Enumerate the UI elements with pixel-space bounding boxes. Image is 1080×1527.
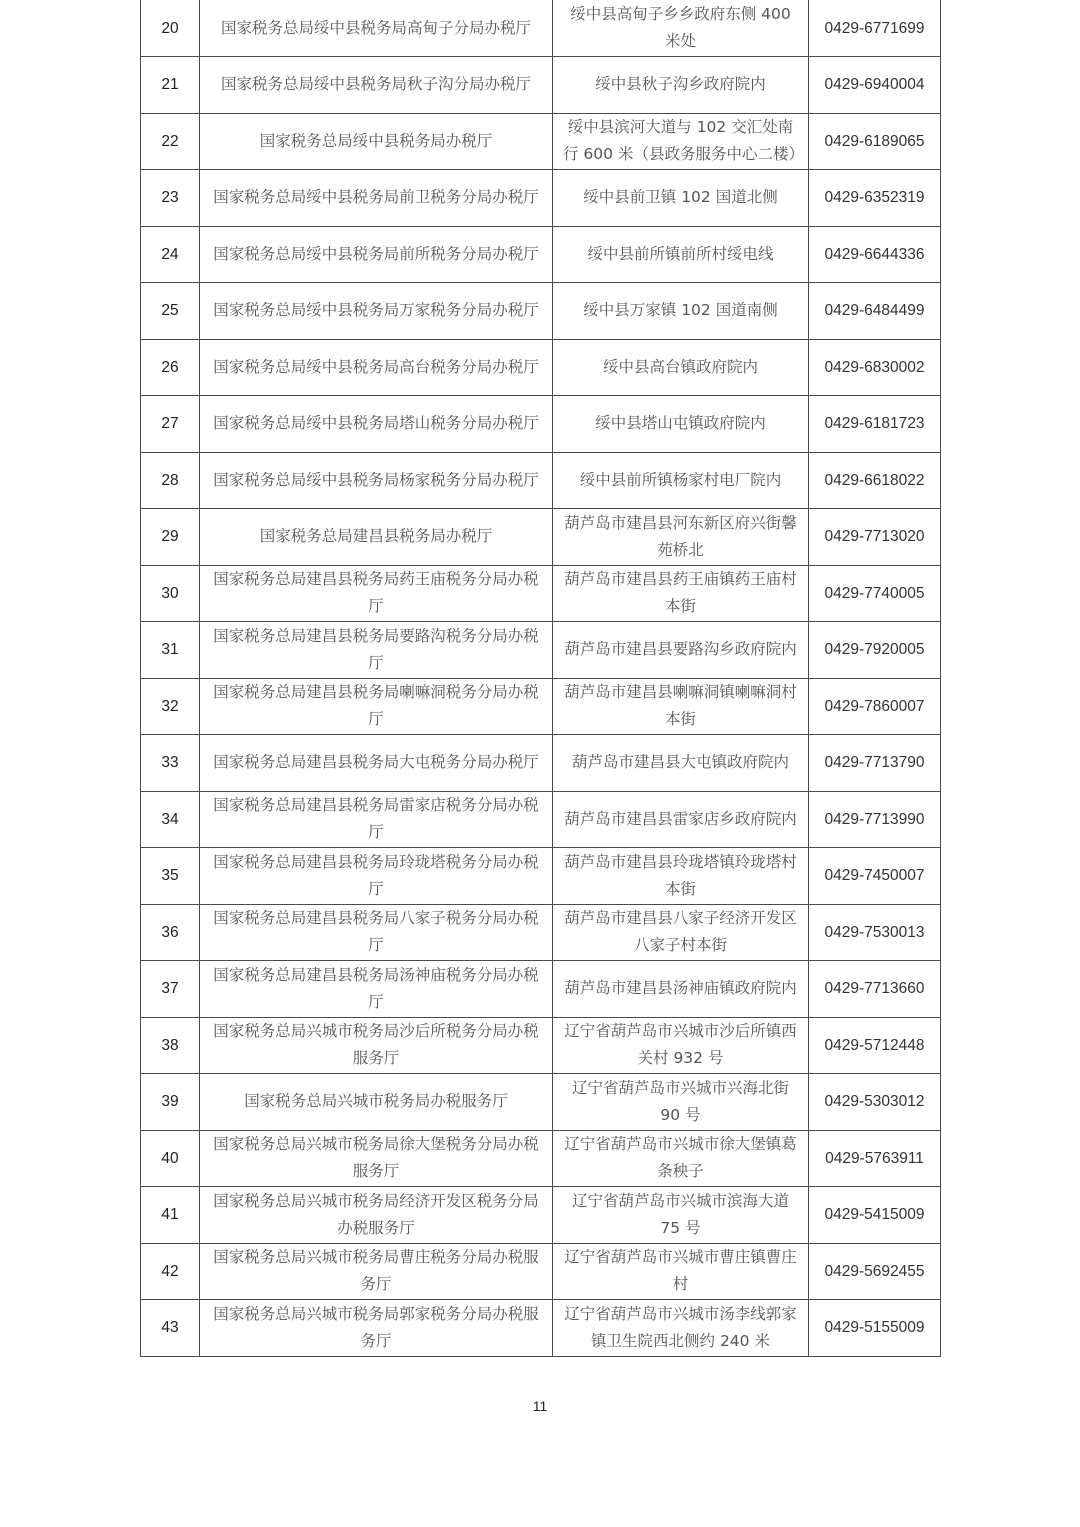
- office-name-cell: 国家税务总局建昌县税务局八家子税务分局办税厅: [200, 904, 553, 961]
- address-cell: 葫芦岛市建昌县雷家店乡政府院内: [553, 791, 809, 848]
- office-name-cell: 国家税务总局绥中县税务局秋子沟分局办税厅: [200, 57, 553, 114]
- address-cell: 绥中县万家镇 102 国道南侧: [553, 283, 809, 340]
- office-name-cell: 国家税务总局绥中县税务局塔山税务分局办税厅: [200, 396, 553, 453]
- office-name-cell: 国家税务总局绥中县税务局高台税务分局办税厅: [200, 339, 553, 396]
- page-number: 11: [532, 1398, 548, 1414]
- office-name-cell: 国家税务总局绥中县税务局万家税务分局办税厅: [200, 283, 553, 340]
- table-row: [141, 735, 941, 792]
- office-name-cell: 国家税务总局建昌县税务局药王庙税务分局办税厅: [200, 565, 553, 622]
- address-cell: 辽宁省葫芦岛市兴城市徐大堡镇葛条秧子: [553, 1130, 809, 1187]
- office-name-cell: 国家税务总局绥中县税务局高甸子分局办税厅: [200, 0, 553, 57]
- table-row: [141, 848, 941, 905]
- table-row: [141, 565, 941, 622]
- phone-cell: 0429-6830002: [809, 339, 941, 396]
- table-row: [141, 113, 941, 170]
- office-name-cell: 国家税务总局兴城市税务局经济开发区税务分局办税服务厅: [200, 1187, 553, 1244]
- table-row: [141, 791, 941, 848]
- table-row: [141, 678, 941, 735]
- phone-cell: 0429-7713990: [809, 791, 941, 848]
- row-number-cell: 27: [141, 396, 200, 453]
- row-number-cell: 23: [141, 170, 200, 227]
- row-number-cell: 39: [141, 1074, 200, 1131]
- office-name-cell: 国家税务总局建昌县税务局大屯税务分局办税厅: [200, 735, 553, 792]
- table-row: [141, 0, 941, 57]
- address-cell: 绥中县滨河大道与 102 交汇处南行 600 米（县政务服务中心二楼）: [553, 113, 809, 170]
- row-number-cell: 40: [141, 1130, 200, 1187]
- table-row: [141, 170, 941, 227]
- address-cell: 辽宁省葫芦岛市兴城市滨海大道 75 号: [553, 1187, 809, 1244]
- row-number-cell: 29: [141, 509, 200, 566]
- address-cell: 葫芦岛市建昌县大屯镇政府院内: [553, 735, 809, 792]
- phone-cell: 0429-6484499: [809, 283, 941, 340]
- address-cell: 绥中县高甸子乡乡政府东侧 400 米处: [553, 0, 809, 57]
- address-cell: 辽宁省葫芦岛市兴城市汤李线郭家镇卫生院西北侧约 240 米: [553, 1300, 809, 1357]
- table-row: [141, 904, 941, 961]
- phone-cell: 0429-7860007: [809, 678, 941, 735]
- address-cell: 绥中县高台镇政府院内: [553, 339, 809, 396]
- address-cell: 辽宁省葫芦岛市兴城市曹庄镇曹庄村: [553, 1243, 809, 1300]
- address-cell: 葫芦岛市建昌县汤神庙镇政府院内: [553, 961, 809, 1018]
- address-cell: 绥中县秋子沟乡政府院内: [553, 57, 809, 114]
- table-row: [141, 961, 941, 1018]
- address-cell: 葫芦岛市建昌县要路沟乡政府院内: [553, 622, 809, 679]
- phone-cell: 0429-7713660: [809, 961, 941, 1018]
- table-row: [141, 1187, 941, 1244]
- office-name-cell: 国家税务总局兴城市税务局办税服务厅: [200, 1074, 553, 1131]
- table-row: [141, 226, 941, 283]
- row-number-cell: 43: [141, 1300, 200, 1357]
- table-row: [141, 622, 941, 679]
- table-row: [141, 57, 941, 114]
- row-number-cell: 25: [141, 283, 200, 340]
- office-name-cell: 国家税务总局建昌县税务局办税厅: [200, 509, 553, 566]
- office-name-cell: 国家税务总局绥中县税务局前所税务分局办税厅: [200, 226, 553, 283]
- phone-cell: 0429-7530013: [809, 904, 941, 961]
- row-number-cell: 24: [141, 226, 200, 283]
- office-name-cell: 国家税务总局兴城市税务局郭家税务分局办税服务厅: [200, 1300, 553, 1357]
- office-name-cell: 国家税务总局绥中县税务局杨家税务分局办税厅: [200, 452, 553, 509]
- row-number-cell: 33: [141, 735, 200, 792]
- address-cell: 辽宁省葫芦岛市兴城市兴海北街 90 号: [553, 1074, 809, 1131]
- table-row: [141, 1130, 941, 1187]
- address-cell: 葫芦岛市建昌县河东新区府兴街馨苑桥北: [553, 509, 809, 566]
- row-number-cell: 31: [141, 622, 200, 679]
- tax-office-table: [140, 0, 941, 1357]
- table-body: [141, 0, 941, 1356]
- office-name-cell: 国家税务总局建昌县税务局雷家店税务分局办税厅: [200, 791, 553, 848]
- row-number-cell: 20: [141, 0, 200, 57]
- office-name-cell: 国家税务总局建昌县税务局玲珑塔税务分局办税厅: [200, 848, 553, 905]
- row-number-cell: 38: [141, 1017, 200, 1074]
- table-row: [141, 396, 941, 453]
- office-name-cell: 国家税务总局兴城市税务局沙后所税务分局办税服务厅: [200, 1017, 553, 1074]
- address-cell: 绥中县前卫镇 102 国道北侧: [553, 170, 809, 227]
- phone-cell: 0429-6189065: [809, 113, 941, 170]
- phone-cell: 0429-5303012: [809, 1074, 941, 1131]
- phone-cell: 0429-6352319: [809, 170, 941, 227]
- address-cell: 辽宁省葫芦岛市兴城市沙后所镇西关村 932 号: [553, 1017, 809, 1074]
- office-name-cell: 国家税务总局建昌县税务局喇嘛洞税务分局办税厅: [200, 678, 553, 735]
- row-number-cell: 26: [141, 339, 200, 396]
- phone-cell: 0429-6181723: [809, 396, 941, 453]
- table-row: [141, 339, 941, 396]
- row-number-cell: 37: [141, 961, 200, 1018]
- office-name-cell: 国家税务总局建昌县税务局要路沟税务分局办税厅: [200, 622, 553, 679]
- row-number-cell: 36: [141, 904, 200, 961]
- phone-cell: 0429-5763911: [809, 1130, 941, 1187]
- table-row: [141, 1017, 941, 1074]
- address-cell: 葫芦岛市建昌县药王庙镇药王庙村本街: [553, 565, 809, 622]
- phone-cell: 0429-7920005: [809, 622, 941, 679]
- office-name-cell: 国家税务总局绥中县税务局前卫税务分局办税厅: [200, 170, 553, 227]
- row-number-cell: 28: [141, 452, 200, 509]
- phone-cell: 0429-6771699: [809, 0, 941, 57]
- office-name-cell: 国家税务总局绥中县税务局办税厅: [200, 113, 553, 170]
- phone-cell: 0429-5692455: [809, 1243, 941, 1300]
- row-number-cell: 22: [141, 113, 200, 170]
- phone-cell: 0429-6940004: [809, 57, 941, 114]
- row-number-cell: 30: [141, 565, 200, 622]
- phone-cell: 0429-5415009: [809, 1187, 941, 1244]
- address-cell: 葫芦岛市建昌县喇嘛洞镇喇嘛洞村本街: [553, 678, 809, 735]
- address-cell: 绥中县前所镇杨家村电厂院内: [553, 452, 809, 509]
- table-row: [141, 283, 941, 340]
- phone-cell: 0429-5155009: [809, 1300, 941, 1357]
- row-number-cell: 42: [141, 1243, 200, 1300]
- row-number-cell: 34: [141, 791, 200, 848]
- row-number-cell: 21: [141, 57, 200, 114]
- address-cell: 葫芦岛市建昌县玲珑塔镇玲珑塔村本街: [553, 848, 809, 905]
- row-number-cell: 41: [141, 1187, 200, 1244]
- office-name-cell: 国家税务总局兴城市税务局徐大堡税务分局办税服务厅: [200, 1130, 553, 1187]
- row-number-cell: 32: [141, 678, 200, 735]
- office-name-cell: 国家税务总局兴城市税务局曹庄税务分局办税服务厅: [200, 1243, 553, 1300]
- phone-cell: 0429-7740005: [809, 565, 941, 622]
- phone-cell: 0429-7450007: [809, 848, 941, 905]
- table-row: [141, 452, 941, 509]
- table-row: [141, 1300, 941, 1357]
- phone-cell: 0429-6644336: [809, 226, 941, 283]
- table-row: [141, 509, 941, 566]
- phone-cell: 0429-7713020: [809, 509, 941, 566]
- phone-cell: 0429-6618022: [809, 452, 941, 509]
- phone-cell: 0429-7713790: [809, 735, 941, 792]
- table-row: [141, 1074, 941, 1131]
- table-row: [141, 1243, 941, 1300]
- address-cell: 绥中县塔山屯镇政府院内: [553, 396, 809, 453]
- address-cell: 绥中县前所镇前所村绥电线: [553, 226, 809, 283]
- office-name-cell: 国家税务总局建昌县税务局汤神庙税务分局办税厅: [200, 961, 553, 1018]
- row-number-cell: 35: [141, 848, 200, 905]
- address-cell: 葫芦岛市建昌县八家子经济开发区八家子村本街: [553, 904, 809, 961]
- phone-cell: 0429-5712448: [809, 1017, 941, 1074]
